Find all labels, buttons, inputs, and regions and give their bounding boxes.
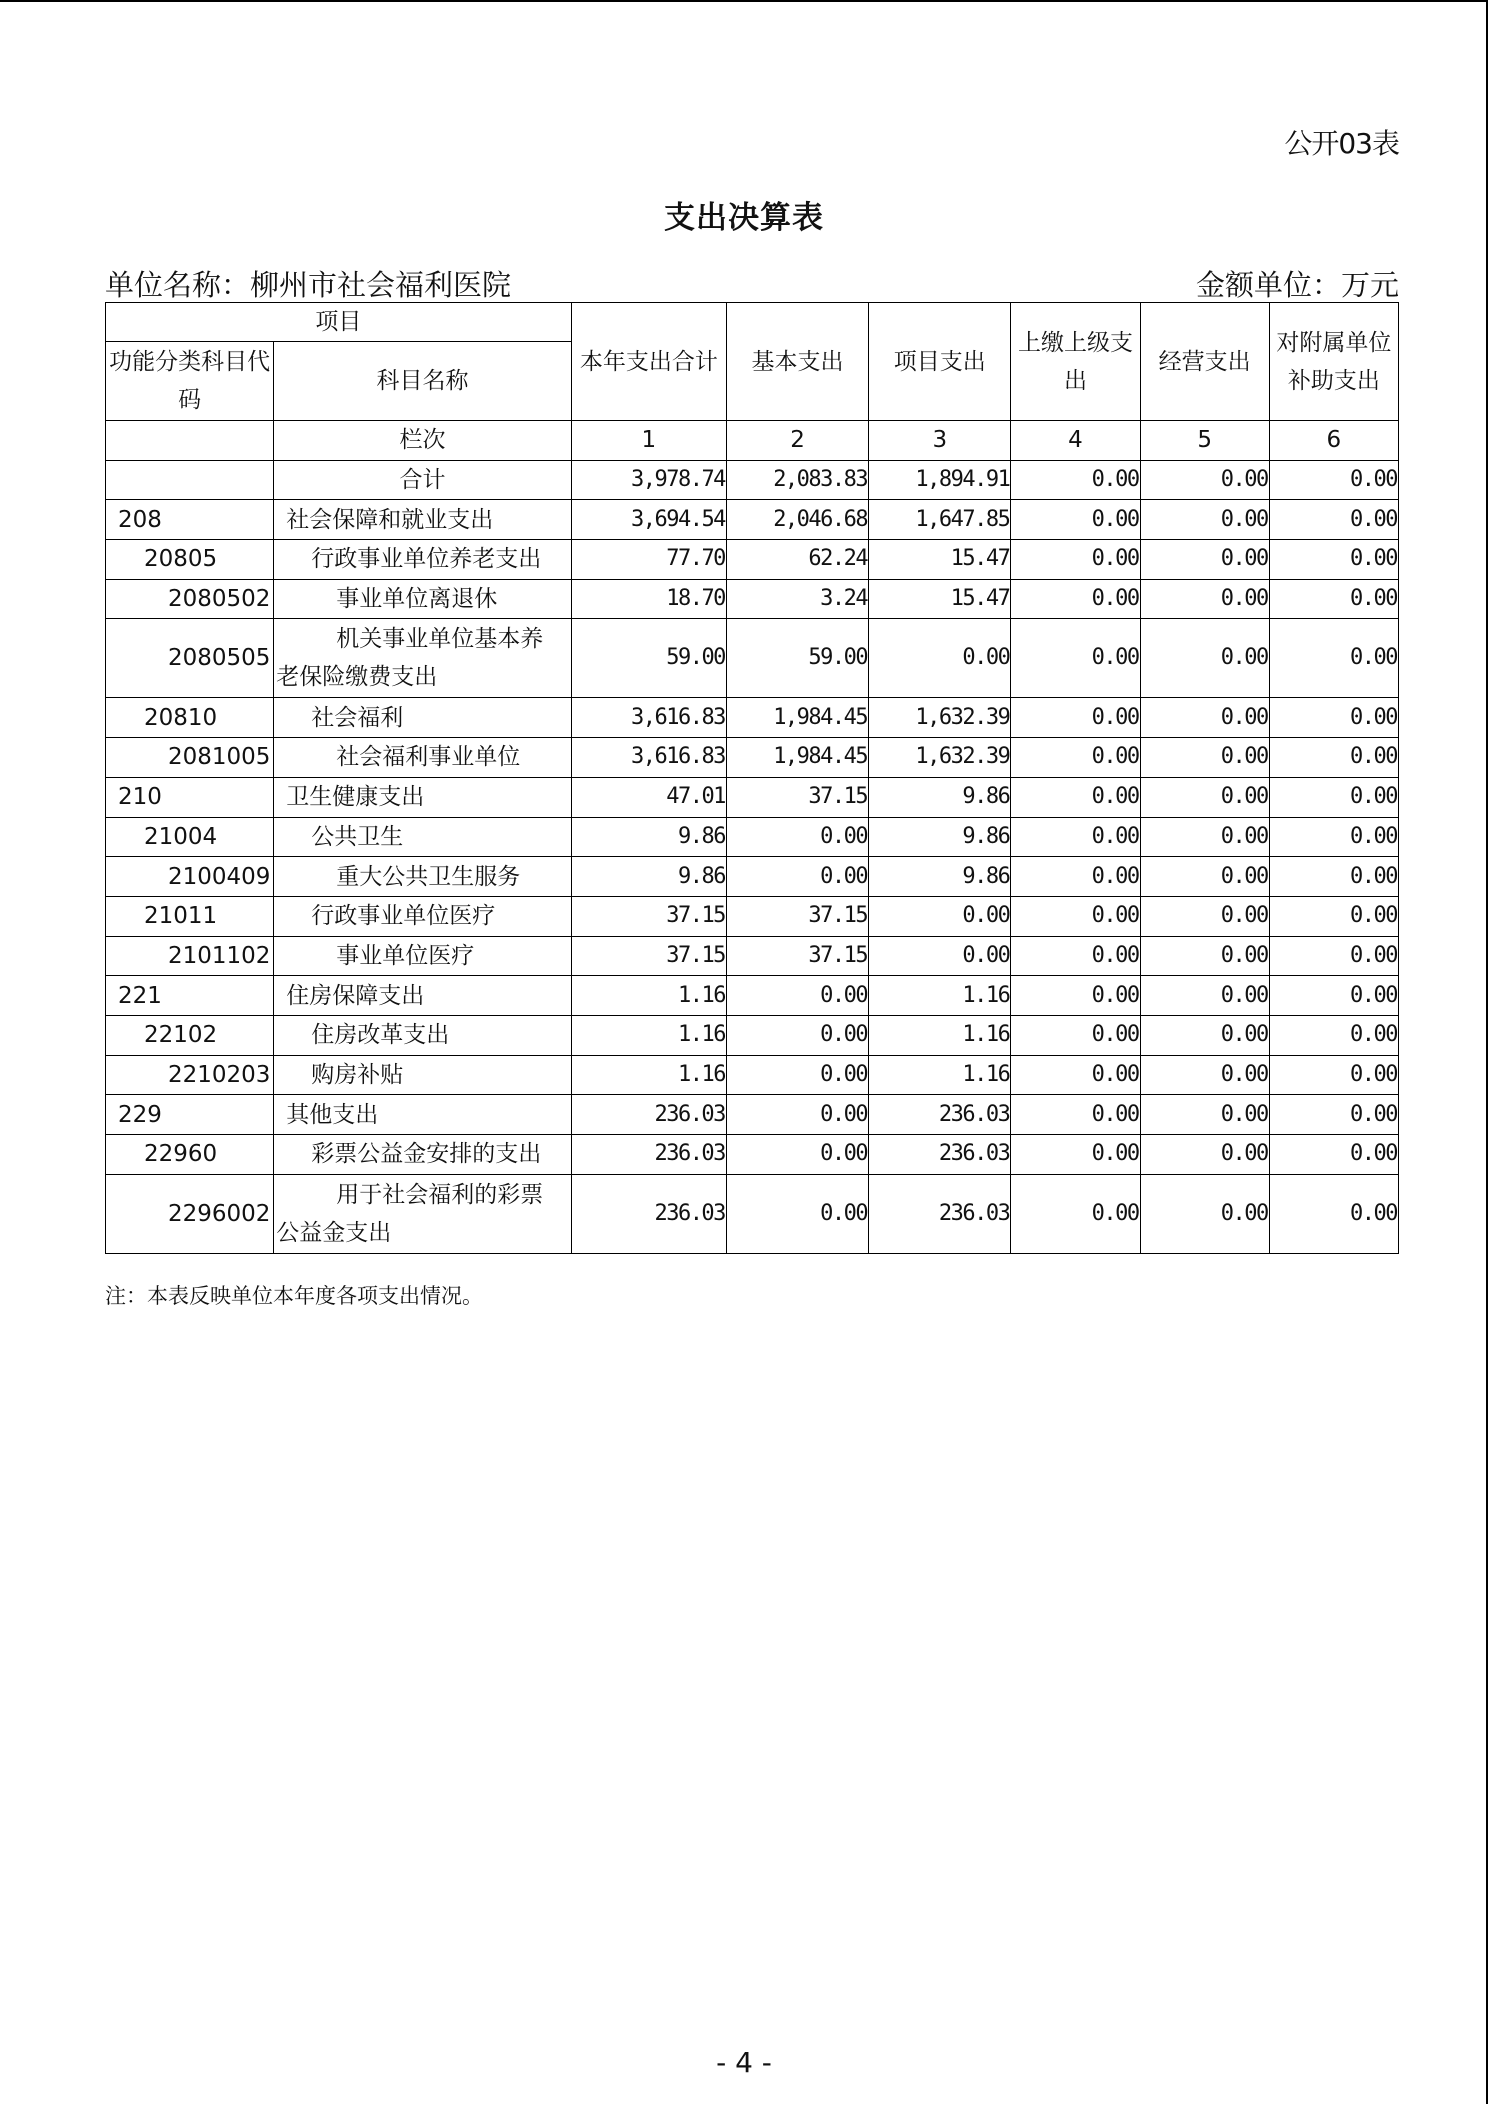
row-name: 卫生健康支出	[274, 777, 571, 817]
column-number-1: 1	[571, 421, 726, 461]
row-value: 0.00	[1269, 500, 1398, 540]
row-code: 221	[106, 976, 274, 1016]
row-value: 1,632.39	[869, 698, 1011, 738]
table-row	[106, 817, 1399, 857]
column-number-5: 5	[1140, 421, 1269, 461]
row-value: 0.00	[726, 1015, 868, 1055]
row-value: 0.00	[726, 1055, 868, 1095]
column-number-blank	[106, 421, 274, 461]
column-number-label: 栏次	[274, 421, 571, 461]
table-note: 注：本表反映单位本年度各项支出情况。	[105, 1284, 483, 1308]
header-row-1	[106, 303, 1399, 342]
row-value: 0.00	[1269, 1055, 1398, 1095]
row-value: 0.00	[1011, 579, 1140, 619]
row-value: 0.00	[1269, 738, 1398, 778]
row-value: 3,616.83	[571, 698, 726, 738]
row-value: 1.16	[869, 1015, 1011, 1055]
row-value: 0.00	[1011, 1174, 1140, 1253]
row-value: 37.15	[571, 896, 726, 936]
row-value: 1.16	[571, 1015, 726, 1055]
total-row	[106, 460, 1399, 500]
unit-name: 单位名称：柳州市社会福利医院	[105, 268, 512, 302]
row-value: 0.00	[1140, 777, 1269, 817]
header-col1: 本年支出合计	[571, 303, 726, 421]
row-value: 0.00	[1011, 738, 1140, 778]
form-number: 公开03表	[1284, 127, 1399, 160]
table-row	[106, 1135, 1399, 1175]
row-code: 229	[106, 1095, 274, 1135]
row-code: 21004	[106, 817, 274, 857]
row-value: 0.00	[1011, 500, 1140, 540]
total-value: 3,978.74	[571, 460, 726, 500]
row-value: 0.00	[1140, 1174, 1269, 1253]
total-code-blank	[106, 460, 274, 500]
row-value: 77.70	[571, 540, 726, 580]
table-row	[106, 1055, 1399, 1095]
row-value: 1,984.45	[726, 738, 868, 778]
row-value: 0.00	[1269, 1015, 1398, 1055]
row-value: 0.00	[1269, 619, 1398, 698]
row-code: 208	[106, 500, 274, 540]
total-label: 合计	[274, 460, 571, 500]
table-row	[106, 1015, 1399, 1055]
row-value: 0.00	[1011, 698, 1140, 738]
row-value: 62.24	[726, 540, 868, 580]
row-value: 0.00	[1140, 817, 1269, 857]
row-code: 2081005	[106, 738, 274, 778]
header-col2: 基本支出	[726, 303, 868, 421]
row-value: 3.24	[726, 579, 868, 619]
row-value: 0.00	[1140, 896, 1269, 936]
row-name: 事业单位离退休	[274, 579, 571, 619]
row-name: 社会福利事业单位	[274, 738, 571, 778]
table-row	[106, 976, 1399, 1016]
table-row	[106, 619, 1399, 698]
row-value: 0.00	[1011, 1095, 1140, 1135]
row-value: 9.86	[869, 857, 1011, 897]
row-value: 1.16	[571, 1055, 726, 1095]
row-value: 0.00	[1011, 1055, 1140, 1095]
row-value: 0.00	[1140, 619, 1269, 698]
row-name-line1: 机关事业单位基本养	[336, 626, 544, 653]
header-col3: 项目支出	[869, 303, 1011, 421]
row-code: 210	[106, 777, 274, 817]
row-value: 0.00	[1269, 698, 1398, 738]
table-row	[106, 1095, 1399, 1135]
row-code: 2101102	[106, 936, 274, 976]
row-value: 0.00	[726, 817, 868, 857]
column-number-6: 6	[1269, 421, 1398, 461]
row-value: 37.15	[571, 936, 726, 976]
row-code: 2296002	[106, 1174, 274, 1253]
row-name: 公共卫生	[274, 817, 571, 857]
row-name: 行政事业单位养老支出	[274, 540, 571, 580]
row-value: 0.00	[1269, 579, 1398, 619]
row-value: 0.00	[1140, 500, 1269, 540]
row-value: 0.00	[1269, 936, 1398, 976]
row-value: 0.00	[1269, 1174, 1398, 1253]
row-value: 0.00	[1140, 738, 1269, 778]
row-name: 其他支出	[274, 1095, 571, 1135]
expenditure-table	[105, 302, 1399, 1254]
row-value: 37.15	[726, 777, 868, 817]
row-value: 236.03	[869, 1095, 1011, 1135]
row-value: 0.00	[726, 1095, 868, 1135]
row-value: 0.00	[1269, 1095, 1398, 1135]
row-value: 9.86	[571, 817, 726, 857]
row-value: 3,694.54	[571, 500, 726, 540]
row-value: 18.70	[571, 579, 726, 619]
total-value: 2,083.83	[726, 460, 868, 500]
table-row	[106, 698, 1399, 738]
row-value: 0.00	[1269, 817, 1398, 857]
row-value: 0.00	[1140, 857, 1269, 897]
row-value: 0.00	[1269, 896, 1398, 936]
row-value: 0.00	[1011, 1015, 1140, 1055]
row-value: 9.86	[869, 817, 1011, 857]
row-value: 0.00	[1269, 857, 1398, 897]
row-value: 0.00	[1011, 540, 1140, 580]
row-value: 0.00	[1011, 1135, 1140, 1175]
total-value: 0.00	[1140, 460, 1269, 500]
row-value: 0.00	[1011, 777, 1140, 817]
row-value: 0.00	[1269, 976, 1398, 1016]
row-code: 22960	[106, 1135, 274, 1175]
column-number-3: 3	[869, 421, 1011, 461]
header-project: 项目	[106, 303, 572, 342]
table-row	[106, 936, 1399, 976]
row-value: 1.16	[869, 1055, 1011, 1095]
row-value: 0.00	[1140, 1135, 1269, 1175]
table-row	[106, 540, 1399, 580]
row-value: 0.00	[1011, 896, 1140, 936]
row-value: 0.00	[1140, 976, 1269, 1016]
row-value: 236.03	[571, 1095, 726, 1135]
row-name: 住房改革支出	[274, 1015, 571, 1055]
header-col6: 对附属单位补助支出	[1269, 303, 1398, 421]
row-name: 社会福利	[274, 698, 571, 738]
row-value: 37.15	[726, 936, 868, 976]
row-value: 0.00	[1140, 1095, 1269, 1135]
document-title: 支出决算表	[664, 200, 824, 236]
row-value: 0.00	[1140, 540, 1269, 580]
row-value: 0.00	[726, 857, 868, 897]
row-code: 2080502	[106, 579, 274, 619]
row-value: 236.03	[869, 1174, 1011, 1253]
header-col4: 上缴上级支出	[1011, 303, 1140, 421]
table-row	[106, 777, 1399, 817]
row-value: 0.00	[1011, 619, 1140, 698]
row-name: 购房补贴	[274, 1055, 571, 1095]
row-name: 住房保障支出	[274, 976, 571, 1016]
row-value: 0.00	[1011, 857, 1140, 897]
row-value: 1,647.85	[869, 500, 1011, 540]
row-code: 2080505	[106, 619, 274, 698]
table-row	[106, 1174, 1399, 1253]
row-name-line1: 用于社会福利的彩票	[336, 1181, 544, 1208]
row-name: 重大公共卫生服务	[274, 857, 571, 897]
row-code: 20810	[106, 698, 274, 738]
row-name	[274, 619, 571, 698]
row-value: 47.01	[571, 777, 726, 817]
table-row	[106, 579, 1399, 619]
row-value: 9.86	[571, 857, 726, 897]
row-value: 0.00	[1011, 936, 1140, 976]
row-value: 0.00	[726, 1174, 868, 1253]
row-value: 236.03	[571, 1135, 726, 1175]
row-name-line2: 老保险缴费支出	[276, 664, 438, 691]
column-number-row	[106, 421, 1399, 461]
row-value: 0.00	[869, 936, 1011, 976]
table-row	[106, 857, 1399, 897]
row-value: 1.16	[869, 976, 1011, 1016]
page-number: - 4 -	[716, 2046, 772, 2079]
row-code: 20805	[106, 540, 274, 580]
header-name: 科目名称	[274, 342, 571, 421]
row-value: 15.47	[869, 579, 1011, 619]
row-value: 0.00	[1269, 1135, 1398, 1175]
row-value: 3,616.83	[571, 738, 726, 778]
row-value: 15.47	[869, 540, 1011, 580]
row-value: 236.03	[571, 1174, 726, 1253]
row-value: 0.00	[1140, 1015, 1269, 1055]
column-number-2: 2	[726, 421, 868, 461]
row-name: 事业单位医疗	[274, 936, 571, 976]
row-code: 21011	[106, 896, 274, 936]
row-name: 行政事业单位医疗	[274, 896, 571, 936]
row-value: 9.86	[869, 777, 1011, 817]
row-code: 2210203	[106, 1055, 274, 1095]
row-code: 22102	[106, 1015, 274, 1055]
money-unit: 金额单位：万元	[1195, 268, 1399, 302]
table-row	[106, 738, 1399, 778]
column-number-4: 4	[1011, 421, 1140, 461]
row-value: 0.00	[1269, 540, 1398, 580]
row-name: 彩票公益金安排的支出	[274, 1135, 571, 1175]
total-value: 0.00	[1269, 460, 1398, 500]
page-top-border	[0, 0, 1488, 2]
row-value: 59.00	[726, 619, 868, 698]
row-value: 0.00	[1011, 817, 1140, 857]
row-value: 0.00	[726, 1135, 868, 1175]
table-row	[106, 896, 1399, 936]
row-value: 0.00	[1011, 976, 1140, 1016]
row-value: 59.00	[571, 619, 726, 698]
row-value: 0.00	[1140, 1055, 1269, 1095]
row-value: 0.00	[869, 896, 1011, 936]
header-code: 功能分类科目代码	[106, 342, 274, 421]
row-value: 0.00	[1269, 777, 1398, 817]
row-value: 1.16	[571, 976, 726, 1016]
row-name	[274, 1174, 571, 1253]
row-value: 1,632.39	[869, 738, 1011, 778]
row-value: 236.03	[869, 1135, 1011, 1175]
row-code: 2100409	[106, 857, 274, 897]
total-value: 1,894.91	[869, 460, 1011, 500]
row-name: 社会保障和就业支出	[274, 500, 571, 540]
row-value: 0.00	[1140, 936, 1269, 976]
row-value: 0.00	[1140, 698, 1269, 738]
row-value: 1,984.45	[726, 698, 868, 738]
row-value: 37.15	[726, 896, 868, 936]
header-col5: 经营支出	[1140, 303, 1269, 421]
row-value: 0.00	[726, 976, 868, 1016]
total-value: 0.00	[1011, 460, 1140, 500]
row-value: 0.00	[869, 619, 1011, 698]
row-value: 2,046.68	[726, 500, 868, 540]
row-name-line2: 公益金支出	[276, 1219, 392, 1246]
row-value: 0.00	[1140, 579, 1269, 619]
table-row	[106, 500, 1399, 540]
